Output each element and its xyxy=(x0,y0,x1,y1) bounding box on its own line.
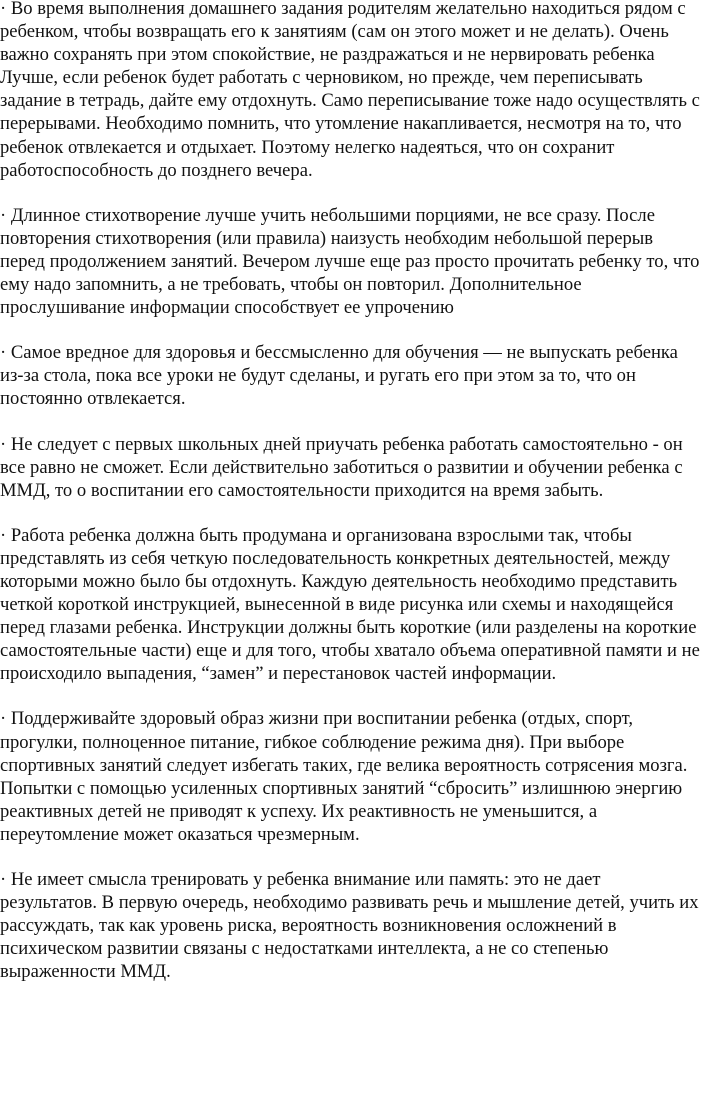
paragraph-homework-supervision: · Во время выполнения домашнего задания родителям желательно находиться рядом с ребенком, чтобы возвращать его к занятиям (сам он этого может и не делать). Очень важно сохранять при этом спокойствие, не раздражаться и не нервировать ребенка Лучше, если ребенок будет работать с черновиком, но прежде, чем переписывать задание в тетрадь, дайте ему отдохнуть. Само переписывание тоже надо осуществлять с перерывами. Необходимо помнить, что утомление накапливается, несмотря на то, что ребенок отвлекается и отдыхает. Поэтому нелегко надеяться, что он сохранит работоспособность до позднего вечера. xyxy=(0,0,700,181)
paragraph-harmful-practice: · Самое вредное для здоровья и бессмысленно для обучения — не выпускать ребенка из-за стола, пока все уроки не будут сделаны, и ругать его при этом за то, что он постоянно отвлекается. xyxy=(0,342,678,410)
paragraph-poem-memorization: · Длинное стихотворение лучше учить небольшими порциями, не все сразу. После повторения стихотворения (или правила) наизусть необходим небольшой перерыв перед продолжением занятий. Вечером лучше еще раз просто прочитать ребенку то, что ему надо запомнить, а не требовать, чтобы он повторил. Дополнительное прослушивание информации способствует ее упрочению xyxy=(0,204,700,319)
paragraph-independence: · Не следует с первых школьных дней приучать ребенка работать самостоятельно - он все равно не сможет. Если действительно заботиться о развитии и обучении ребенка с ММД, то о воспитании его самостоятельности приходится на время забыть. xyxy=(0,433,683,501)
paragraph-healthy-lifestyle: · Поддерживайте здоровый образ жизни при воспитании ребенка (отдых, спорт, прогулки, полноценное питание, гибкое соблюдение режима дня). При выборе спортивных занятий следует избегать таких, где велика вероятность сотрясения мозга. Попытки с помощью усиленных спортивных занятий “сбросить” излишнюю энергию реактивных детей не приводят к успеху. Их реактивность не уменьшится, а переутомление может оказаться чрезмерным. xyxy=(0,708,688,845)
paragraph-work-organization: · Работа ребенка должна быть продумана и организована взрослыми так, чтобы представлять из себя четкую последовательность конкретных деятельностей, между которыми можно было бы отдохнуть. Каждую деятельность необходимо представить четкой короткой инструкцией, вынесенной в виде рисунка или схемы и находящейся перед глазами ребенка. Инструкции должны быть короткие (или разделены на короткие самостоятельные части) еще и для того, чтобы хватало объема оперативной памяти и не происходило выпадения, “замен” и перестановок частей информации. xyxy=(0,524,700,685)
paragraph-attention-memory: · Не имеет смысла тренировать у ребенка внимание или память: это не дает результатов. В первую очередь, необходимо развивать речь и мышление детей, учить их рассуждать, так как уровень риска, вероятность возникновения осложнений в психическом развитии связаны с недостатками интеллекта, а не со степенью выраженности ММД. xyxy=(0,869,699,983)
